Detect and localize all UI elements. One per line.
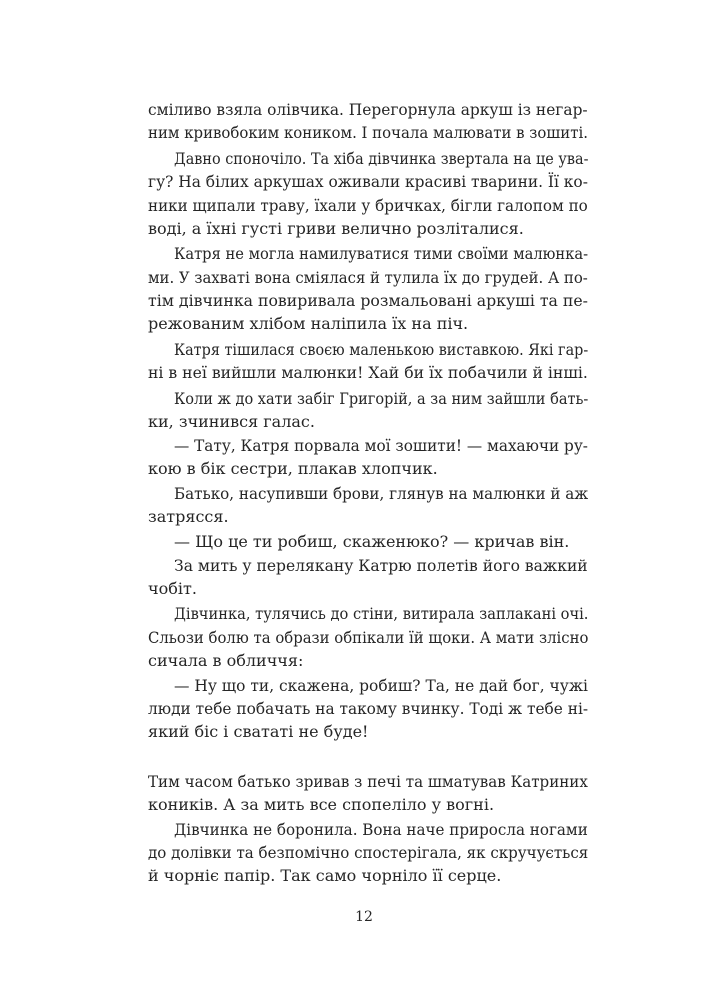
text-line: люди тебе побачать на такому вчинку. Тоді ж тебе ні- (148, 699, 589, 718)
text-line: до долівки та безпомічно спостерігала, як скручується (148, 843, 589, 862)
text-line: Дівчинка не боронила. Вона наче приросла ногами (174, 820, 588, 839)
text-line: Коли ж до хати забіг Григорій, а за ним зайшли бать- (174, 389, 589, 408)
text-line: Катря не могла намилуватися тими своїми малюнка- (174, 244, 589, 263)
text-line: За мить у перелякану Катрю полетів його важкий (174, 556, 588, 575)
text-line: воді, а їхні густі гриви велично розліталися. (148, 219, 524, 238)
text-line: Тим часом батько зривав з печі та шматував Катриних (148, 772, 588, 791)
text-line: ні в неї вийшли малюнки! Хай би їх побачили й інші. (148, 363, 588, 382)
text-line: ники щипали траву, їхали у бричках, бігли галопом по (148, 196, 588, 215)
text-line: — Ну що ти, скажена, робиш? Та, не дай бог, чужі (174, 676, 588, 695)
text-line: гу? На білих аркушах оживали красиві тварини. Її ко- (148, 172, 588, 191)
page-number: 12 (355, 909, 373, 925)
text-line: сичала в обличчя: (148, 651, 304, 670)
text-line: Давно споночіло. Та хіба дівчинка звертала на це ува- (174, 149, 589, 168)
text-line: ки, зчинився галас. (148, 412, 315, 431)
text-line: тім дівчинка повиривала розмальовані аркуші та пе- (148, 291, 588, 310)
text-line: й чорніє папір. Так само чорніло її серце. (148, 866, 502, 885)
text-line: ним кривобоким коником. І почала малювати в зошиті. (148, 123, 588, 142)
text-line: режованим хлібом наліпила їх на піч. (148, 314, 469, 333)
text-line: коників. А за мить все спопеліло у вогні. (148, 795, 495, 814)
text-line: Катря тішилася своєю маленькою виставкою. Які гар- (174, 340, 589, 359)
text-line: сміливо взяла олівчика. Перегорнула аркуш із негар- (148, 100, 588, 119)
text-line: Батько, насупивши брови, глянув на малюнки й аж (174, 484, 589, 503)
text-line: — Тату, Катря порвала мої зошити! — махаючи ру- (174, 436, 588, 455)
text-line: затрясся. (148, 507, 229, 526)
text-line: чобіт. (148, 579, 197, 598)
text-line: Сльози болю та образи обпікали їй щоки. А мати злісно (148, 628, 589, 647)
text-line: Дівчинка, тулячись до стіни, витирала заплакані очі. (174, 604, 589, 623)
text-line: кою в бік сестри, плакав хлопчик. (148, 459, 438, 478)
text-line: який біс і свататі не буде! (148, 722, 369, 741)
text-line: ми. У захваті вона сміялася й тулила їх до грудей. А по- (148, 268, 588, 287)
text-line: — Що це ти робиш, скаженюко? — кричав він. (174, 532, 570, 551)
